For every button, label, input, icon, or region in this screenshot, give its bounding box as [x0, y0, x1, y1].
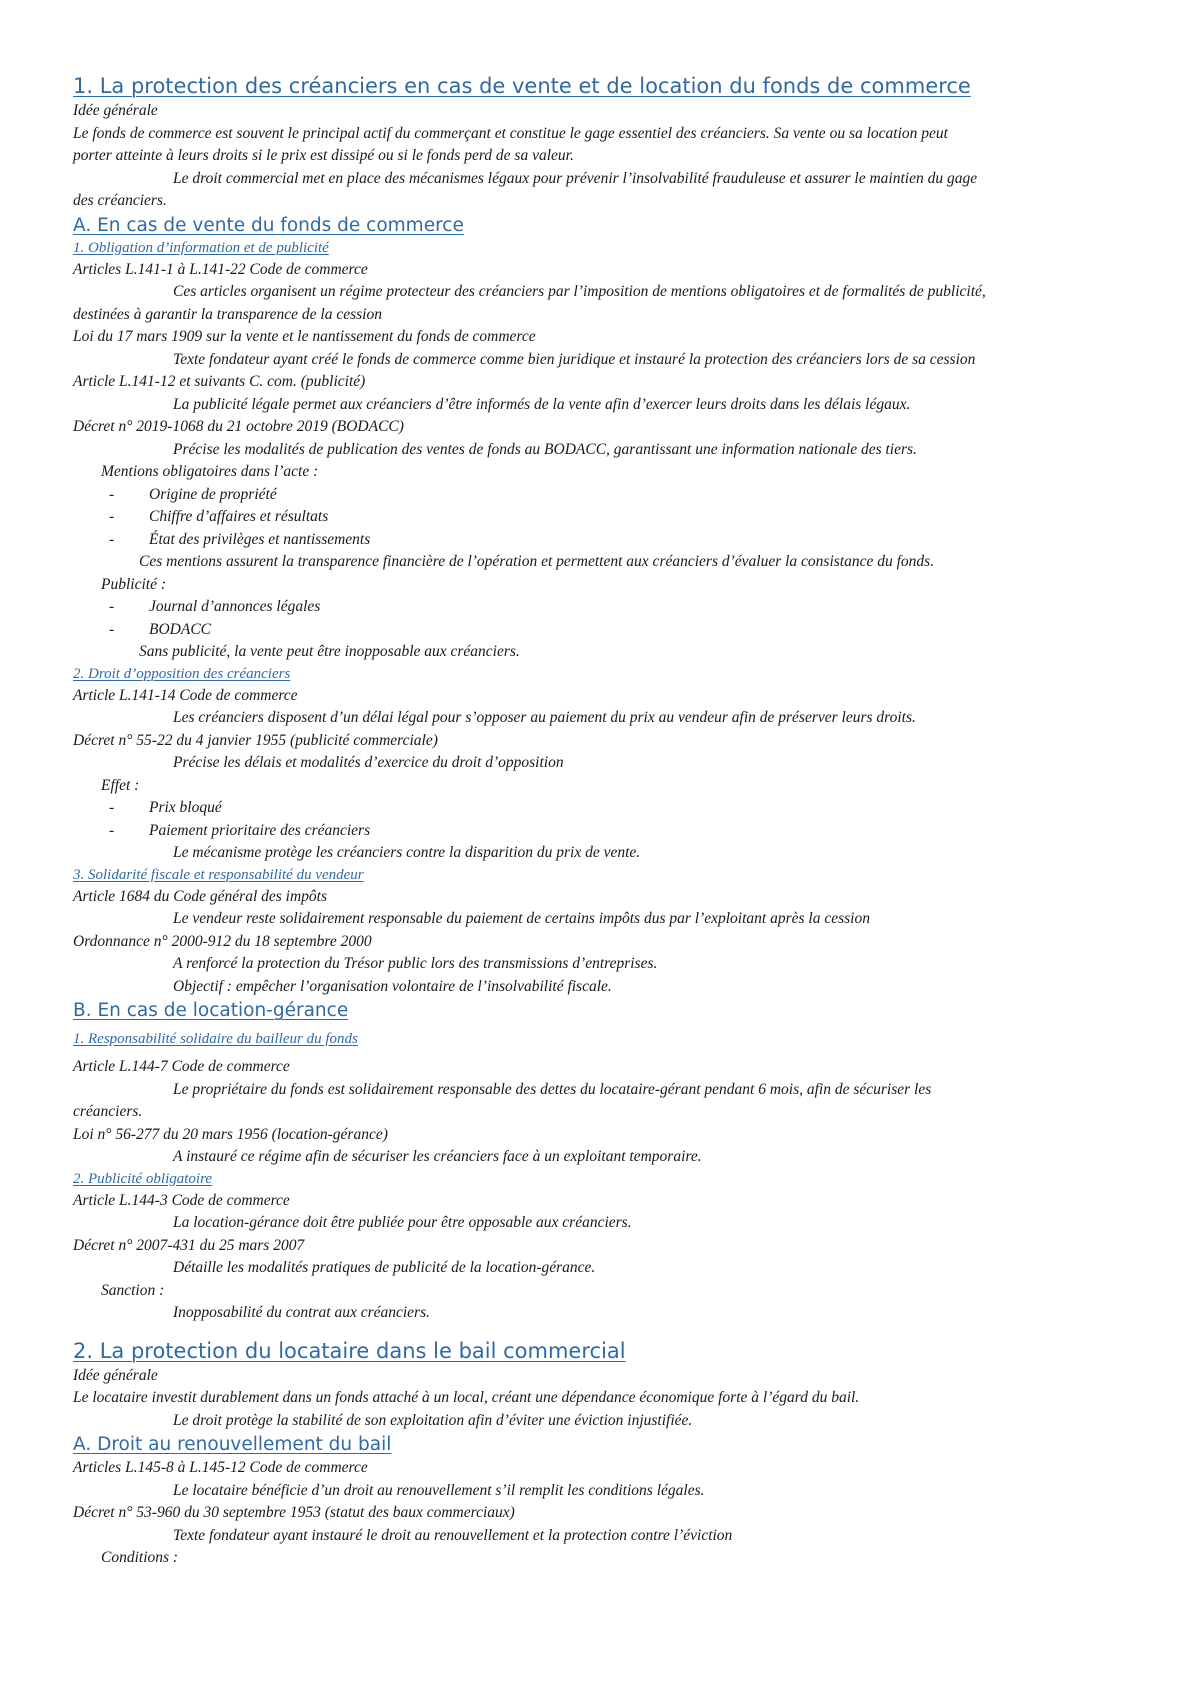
bullet-dash: -: [109, 598, 115, 615]
heading-subsection-b2: 2. Publicité obligatoire: [73, 1170, 213, 1187]
bullet-dash: -: [109, 799, 115, 816]
reference-explanation: Texte fondateur ayant créé le fonds de commerce comme bien juridique et instauré la protection des créanciers lors de sa cession: [173, 350, 976, 368]
paragraph-line: porter atteinte à leurs droits si le prix est dissipé ou si le fonds perd de sa valeur.: [73, 147, 574, 164]
list-item: - Prix bloqué: [73, 797, 1133, 820]
list-item: - Origine de propriété: [73, 484, 1133, 507]
reference-explanation: A instauré ce régime afin de sécuriser les créanciers face à un exploitant temporaire.: [173, 1148, 702, 1165]
idee-generale-label: Idée générale: [73, 1366, 158, 1384]
bullet-dash: -: [109, 620, 115, 638]
heading-part-2: 2. La protection du locataire dans le bail commercial: [73, 1338, 626, 1363]
reference-explanation: Le propriétaire du fonds est solidairement responsable des dettes du locataire-gérant pendant 6 mois, afin de sécuriser les: [173, 1080, 932, 1098]
legal-reference: Articles L.141-1 à L.141-22 Code de commerce: [73, 260, 368, 278]
list-item: - Chiffre d’affaires et résultats: [73, 506, 1133, 529]
legal-reference: Articles L.145-8 à L.145-12 Code de commerce: [73, 1459, 368, 1476]
list-label: Sanction :: [101, 1281, 165, 1299]
paragraph-line: Le droit commercial met en place des mécanismes légaux pour prévenir l’insolvabilité frauduleuse et assurer le maintien du gage: [173, 169, 978, 187]
heading-subsection-a3: 3. Solidarité fiscale et responsabilité du vendeur: [73, 866, 364, 883]
reference-explanation: Objectif : empêcher l’organisation volontaire de l’insolvabilité fiscale.: [173, 977, 612, 995]
idee-generale-label: Idée générale: [73, 102, 158, 119]
reference-explanation: Les créanciers disposent d’un délai légal pour s’opposer au paiement du prix au vendeur afin de préserver leurs droits.: [173, 709, 916, 726]
legal-reference: Décret n° 2019-1068 du 21 octobre 2019 (BODACC): [73, 418, 404, 435]
list-label: Mentions obligatoires dans l’acte :: [101, 463, 319, 480]
reference-explanation: Texte fondateur ayant instauré le droit au renouvellement et la protection contre l’éviction: [173, 1526, 733, 1544]
legal-reference: Ordonnance n° 2000-912 du 18 septembre 2000: [73, 932, 372, 950]
legal-reference: Décret n° 53-960 du 30 septembre 1953 (statut des baux commerciaux): [73, 1504, 515, 1521]
reference-explanation: Précise les délais et modalités d’exercice du droit d’opposition: [173, 754, 564, 771]
legal-reference: Décret n° 2007-431 du 25 mars 2007: [73, 1236, 305, 1254]
list-item: - BODACC: [73, 619, 1133, 642]
reference-explanation: Détaille les modalités pratiques de publicité de la location-gérance.: [173, 1259, 596, 1276]
legal-reference: Article L.141-12 et suivants C. com. (publicité): [73, 373, 366, 390]
reference-explanation: destinées à garantir la transparence de la cession: [73, 305, 382, 323]
reference-explanation: Le vendeur reste solidairement responsable du paiement de certains impôts dus par l’exploitant après la cession: [173, 910, 870, 927]
bullet-dash: -: [109, 508, 115, 525]
legal-reference: Article L.144-7 Code de commerce: [73, 1058, 290, 1075]
list-item: - Paiement prioritaire des créanciers: [73, 820, 1133, 843]
list-note: Le mécanisme protège les créanciers contre la disparition du prix de vente.: [173, 844, 641, 861]
list-item: - État des privilèges et nantissements: [73, 529, 1133, 552]
list-label: Effet :: [101, 776, 140, 794]
heading-subsection-a1: 1. Obligation d’information et de publicité: [73, 239, 329, 256]
legal-reference: Article L.141-14 Code de commerce: [73, 686, 298, 704]
list-label: Publicité :: [101, 575, 166, 593]
reference-explanation: Ces articles organisent un régime protecteur des créanciers par l’imposition de mentions obligatoires et de formalités de publicité,: [173, 283, 986, 300]
bullet-dash: -: [109, 821, 115, 839]
heading-subsection-a2: 2. Droit d’opposition des créanciers: [73, 665, 291, 682]
document-body: [73, 72, 1133, 1570]
heading-subsection-b1: 1. Responsabilité solidaire du bailleur du fonds: [73, 1031, 358, 1047]
heading-part-1: 1. La protection des créanciers en cas de vente et de location du fonds de commerce: [73, 74, 971, 98]
heading-section-a: A. En cas de vente du fonds de commerce: [73, 214, 464, 236]
bullet-dash: -: [109, 530, 115, 548]
bullet-dash: -: [109, 485, 115, 503]
legal-reference: Loi du 17 mars 1909 sur la vente et le nantissement du fonds de commerce: [73, 328, 536, 345]
reference-explanation: A renforcé la protection du Trésor public lors des transmissions d’entreprises.: [173, 955, 658, 972]
legal-reference: Article L.144-3 Code de commerce: [73, 1191, 290, 1209]
reference-explanation: Inopposabilité du contrat aux créanciers.: [173, 1304, 430, 1321]
legal-reference: Loi n° 56-277 du 20 mars 1956 (location-gérance): [73, 1125, 388, 1143]
reference-explanation: Le locataire bénéficie d’un droit au renouvellement s’il remplit les conditions légales.: [173, 1481, 705, 1499]
reference-explanation: La location-gérance doit être publiée pour être opposable aux créanciers.: [173, 1214, 632, 1231]
paragraph-line: Le droit protège la stabilité de son exploitation afin d’éviter une éviction injustifiée.: [173, 1411, 693, 1429]
legal-reference: Décret n° 55-22 du 4 janvier 1955 (publicité commerciale): [73, 731, 438, 749]
paragraph-line: des créanciers.: [73, 192, 167, 209]
reference-explanation: La publicité légale permet aux créanciers d’être informés de la vente afin d’exercer leurs droits dans les délais légaux.: [173, 395, 911, 413]
list-item: - Journal d’annonces légales: [73, 596, 1133, 619]
reference-explanation: Précise les modalités de publication des ventes de fonds au BODACC, garantissant une information nationale des tiers.: [173, 440, 917, 458]
list-label: Conditions :: [101, 1549, 179, 1566]
heading-section-2a: A. Droit au renouvellement du bail: [73, 1434, 392, 1455]
heading-section-b: B. En cas de location-gérance: [73, 1000, 349, 1021]
paragraph-line: Le fonds de commerce est souvent le principal actif du commerçant et constitue le gage essentiel des créanciers. Sa vente ou sa location peut: [73, 124, 948, 142]
list-note: Sans publicité, la vente peut être inopposable aux créanciers.: [139, 643, 520, 660]
legal-reference: Article 1684 du Code général des impôts: [73, 887, 327, 905]
paragraph-line: Le locataire investit durablement dans un fonds attaché à un local, créant une dépendance économique forte à l’égard du bail.: [73, 1389, 860, 1406]
list-note: Ces mentions assurent la transparence financière de l’opération et permettent aux créanciers d’évaluer la consistance du fonds.: [139, 553, 935, 570]
reference-explanation: créanciers.: [73, 1103, 143, 1120]
